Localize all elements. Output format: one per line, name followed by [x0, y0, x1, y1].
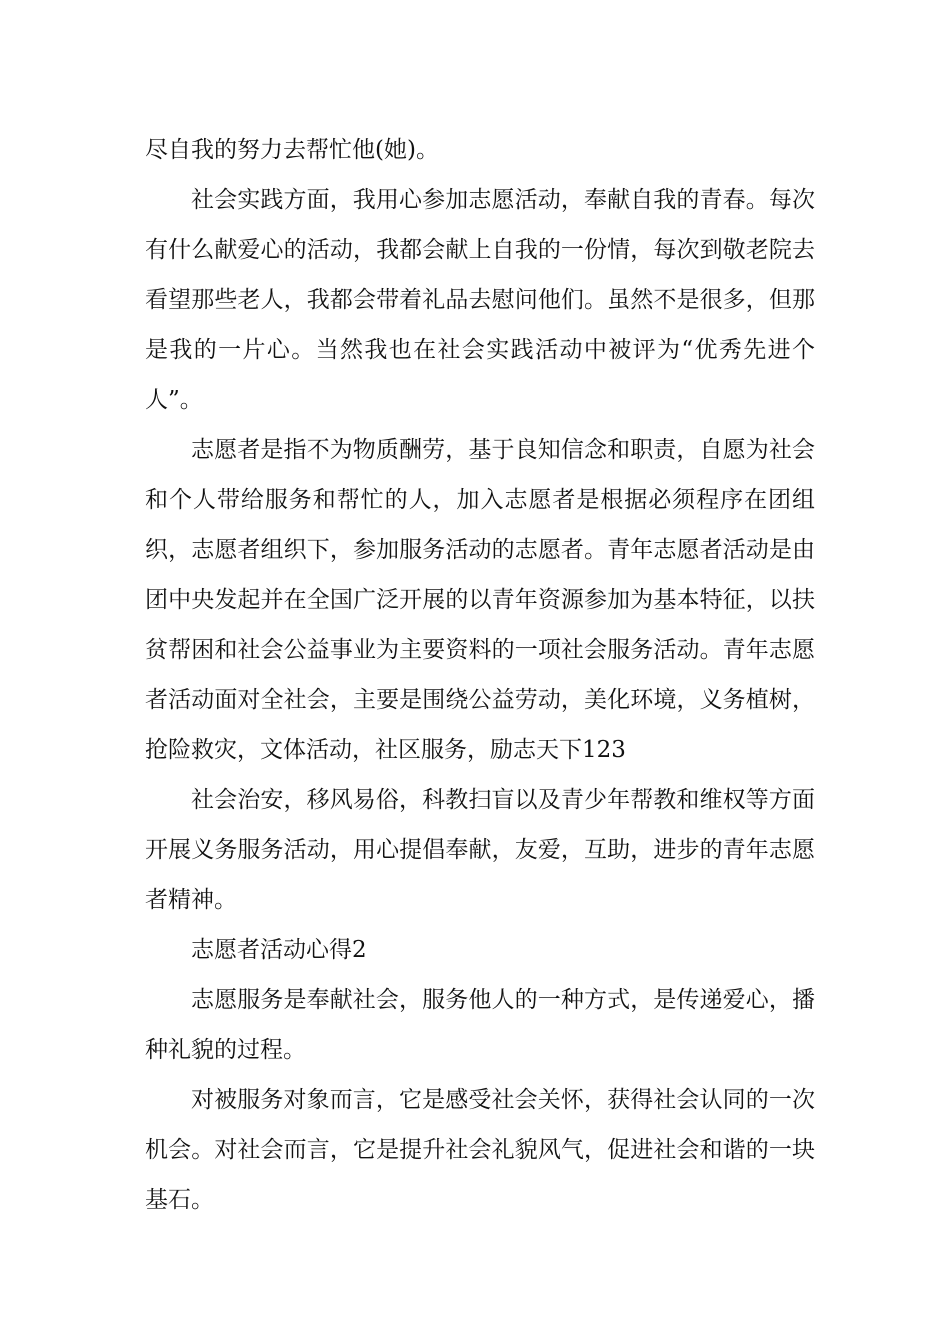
document-body [145, 125, 815, 1225]
paragraph-social-practice: 社会实践方面，我用心参加志愿活动，奉献自我的青春。每次有什么献爱心的活动，我都会献上自我的一份情，每次到敬老院去看望那些老人，我都会带着礼品去慰问他们。虽然不是很多，但那是我的一片心。当然我也在社会实践活动中被评为“优秀先进个人”。 [145, 187, 815, 413]
paragraph-volunteer-definition: 志愿者是指不为物质酬劳，基于良知信念和职责，自愿为社会和个人带给服务和帮忙的人，加入志愿者是根据必须程序在团组织，志愿者组织下，参加服务活动的志愿者。青年志愿者活动是由团中央发起并在全国广泛开展的以青年资源参加为基本特征，以扶贫帮困和社会公益事业为主要资料的一项社会服务活动。青年志愿者活动面对全社会，主要是围绕公益劳动，美化环境，义务植树，抢险救灾，文体活动，社区服务，励志天下123 [145, 437, 815, 763]
paragraph-continuation: 尽自我的努力去帮忙他(她)。 [145, 137, 439, 163]
section-heading: 志愿者活动心得2 [191, 937, 367, 963]
paragraph-volunteer-areas: 社会治安，移风易俗，科教扫盲以及青少年帮教和维权等方面开展义务服务活动，用心提倡奉献，友爱，互助，进步的青年志愿者精神。 [145, 787, 815, 913]
paragraph-service-meaning: 对被服务对象而言，它是感受社会关怀，获得社会认同的一次机会。对社会而言，它是提升社会礼貌风气，促进社会和谐的一块基石。 [145, 1087, 815, 1213]
paragraph-volunteer-service: 志愿服务是奉献社会，服务他人的一种方式，是传递爱心，播种礼貌的过程。 [145, 987, 815, 1063]
